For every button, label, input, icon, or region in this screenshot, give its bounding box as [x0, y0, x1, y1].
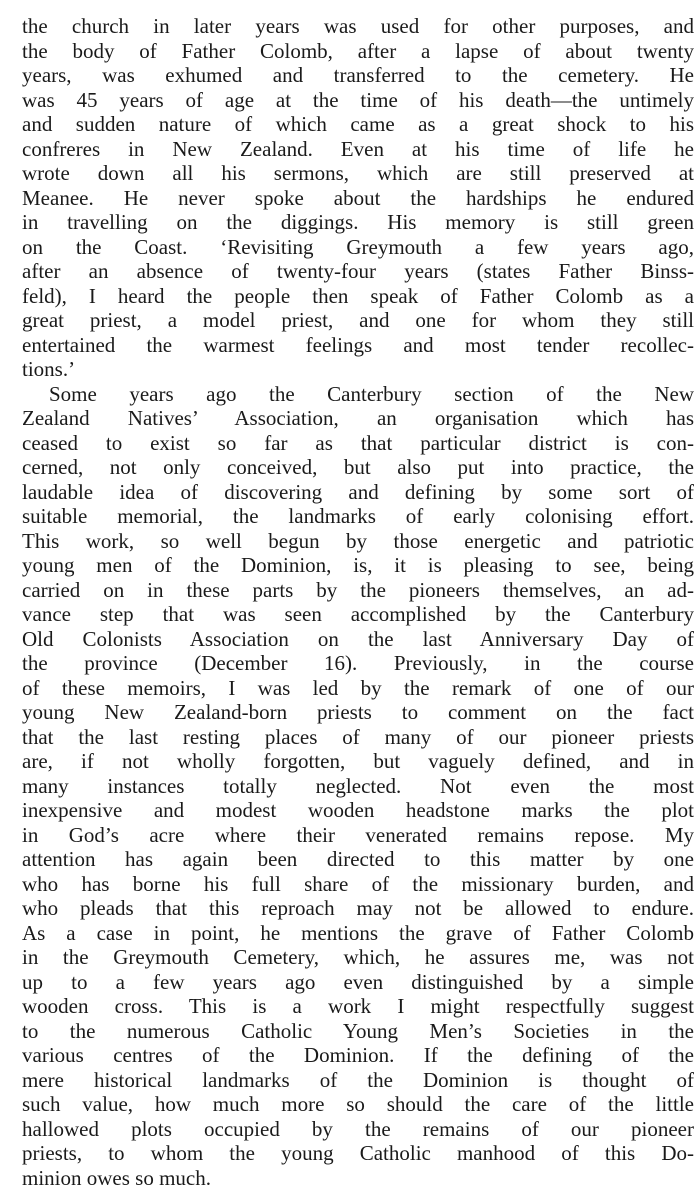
- text-line: vance step that was seen accomplished by the Canterbury: [22, 602, 694, 627]
- text-line: confreres in New Zealand. Even at his time of life he: [22, 137, 694, 162]
- text-line: tions.’: [22, 357, 694, 382]
- text-line: the church in later years was used for other purposes, and: [22, 14, 694, 39]
- text-line: hallowed plots occupied by the remains of our pioneer: [22, 1117, 694, 1142]
- text-line: are, if not wholly forgotten, but vaguely defined, and in: [22, 749, 694, 774]
- text-line: great priest, a model priest, and one for whom they still: [22, 308, 694, 333]
- text-line: minion owes so much.: [22, 1166, 694, 1190]
- text-line: years, was exhumed and transferred to the cemetery. He: [22, 63, 694, 88]
- text-line: young men of the Dominion, is, it is pleasing to see, being: [22, 553, 694, 578]
- text-line: and sudden nature of which came as a great shock to his: [22, 112, 694, 137]
- text-line: feld), I heard the people then speak of Father Colomb as a: [22, 284, 694, 309]
- text-line: who pleads that this reproach may not be allowed to endure.: [22, 896, 694, 921]
- text-line: wrote down all his sermons, which are still preserved at: [22, 161, 694, 186]
- text-line: was 45 years of age at the time of his death—the untimely: [22, 88, 694, 113]
- text-line: cerned, not only conceived, but also put into practice, the: [22, 455, 694, 480]
- article-body: [22, 14, 694, 1190]
- text-line: laudable idea of discovering and defining by some sort of: [22, 480, 694, 505]
- text-line: who has borne his full share of the missionary burden, and: [22, 872, 694, 897]
- text-line: inexpensive and modest wooden headstone marks the plot: [22, 798, 694, 823]
- text-line: Meanee. He never spoke about the hardships he endured: [22, 186, 694, 211]
- paragraph: [22, 382, 694, 1190]
- text-line: in the Greymouth Cemetery, which, he assures me, was not: [22, 945, 694, 970]
- text-line: after an absence of twenty-four years (states Father Binss-: [22, 259, 694, 284]
- text-line: attention has again been directed to this matter by one: [22, 847, 694, 872]
- text-line: various centres of the Dominion. If the defining of the: [22, 1043, 694, 1068]
- text-line: up to a few years ago even distinguished by a simple: [22, 970, 694, 995]
- text-line: Some years ago the Canterbury section of the New: [22, 382, 694, 407]
- text-line: of these memoirs, I was led by the remark of one of our: [22, 676, 694, 701]
- text-line: This work, so well begun by those energetic and patriotic: [22, 529, 694, 554]
- text-line: many instances totally neglected. Not even the most: [22, 774, 694, 799]
- text-line: As a case in point, he mentions the grave of Father Colomb: [22, 921, 694, 946]
- text-line: the body of Father Colomb, after a lapse of about twenty: [22, 39, 694, 64]
- text-line: priests, to whom the young Catholic manhood of this Do-: [22, 1141, 694, 1166]
- text-line: the province (December 16). Previously, in the course: [22, 651, 694, 676]
- text-line: mere historical landmarks of the Dominion is thought of: [22, 1068, 694, 1093]
- text-line: Old Colonists Association on the last Anniversary Day of: [22, 627, 694, 652]
- text-line: carried on in these parts by the pioneers themselves, an ad-: [22, 578, 694, 603]
- text-line: young New Zealand-born priests to comment on the fact: [22, 700, 694, 725]
- text-line: suitable memorial, the landmarks of early colonising effort.: [22, 504, 694, 529]
- text-line: in travelling on the diggings. His memory is still green: [22, 210, 694, 235]
- paragraph: [22, 14, 694, 382]
- text-line: on the Coast. ‘Revisiting Greymouth a few years ago,: [22, 235, 694, 260]
- text-line: in God’s acre where their venerated remains repose. My: [22, 823, 694, 848]
- text-line: ceased to exist so far as that particular district is con-: [22, 431, 694, 456]
- text-line: such value, how much more so should the care of the little: [22, 1092, 694, 1117]
- text-line: wooden cross. This is a work I might respectfully suggest: [22, 994, 694, 1019]
- text-line: to the numerous Catholic Young Men’s Societies in the: [22, 1019, 694, 1044]
- text-line: that the last resting places of many of our pioneer priests: [22, 725, 694, 750]
- text-line: entertained the warmest feelings and most tender recollec-: [22, 333, 694, 358]
- text-line: Zealand Natives’ Association, an organisation which has: [22, 406, 694, 431]
